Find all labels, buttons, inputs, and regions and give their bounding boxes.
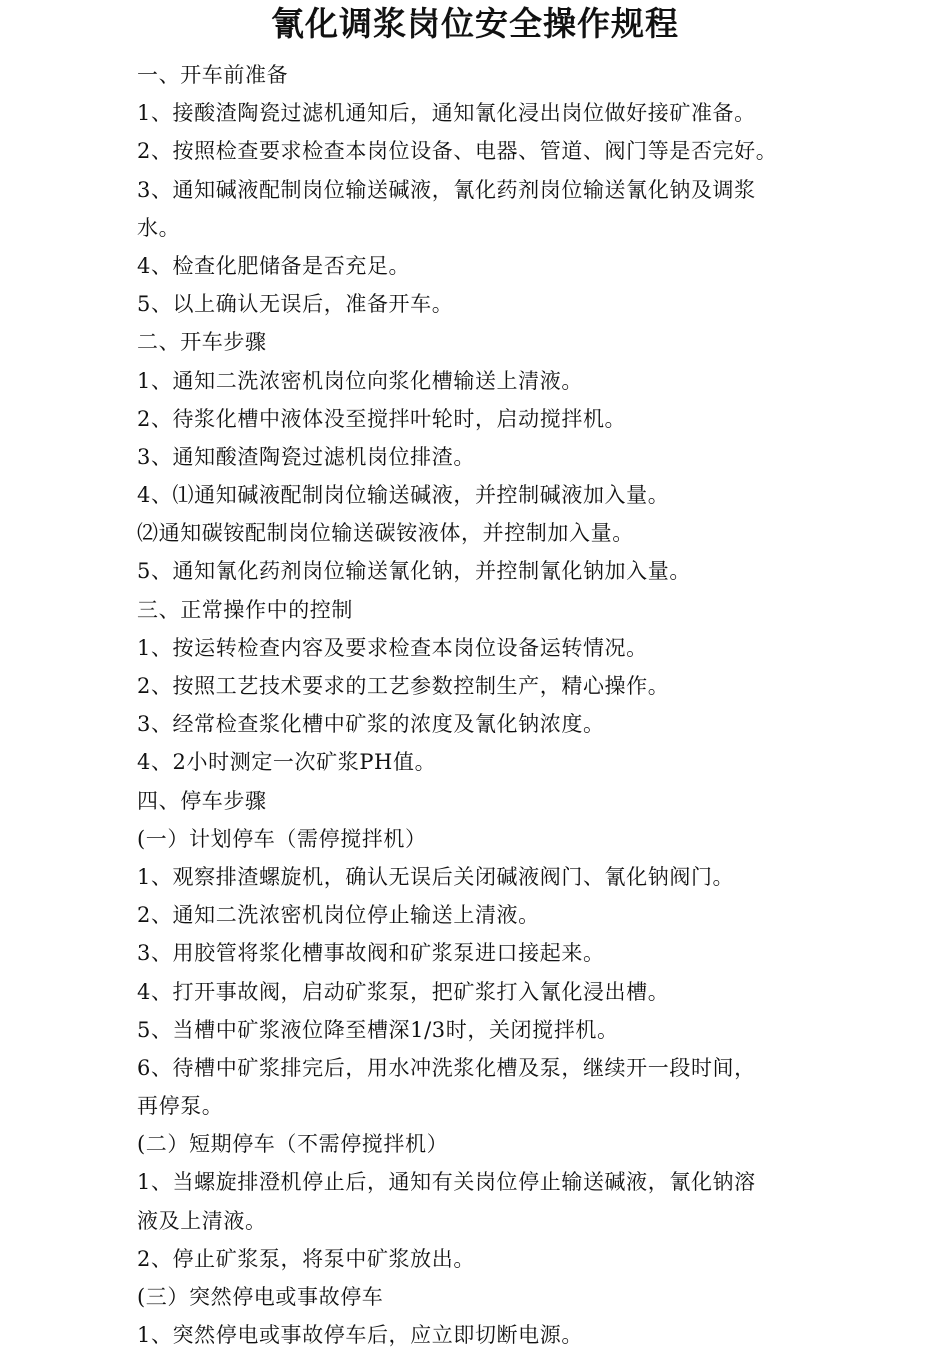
text-line: 4、⑴通知碱液配制岗位输送碱液，并控制碱液加入量。 (137, 483, 670, 508)
section-heading: 一、开车前准备 (137, 63, 289, 87)
subsection-heading: (一）计划停车（需停搅拌机） (137, 826, 427, 851)
section-heading: 四、停车步骤 (137, 788, 267, 813)
text-line: 3、通知碱液配制岗位输送碱液，氰化药剂岗位输送氰化钠及调浆 (137, 177, 756, 202)
text-line: 4、检查化肥储备是否充足。 (137, 253, 411, 278)
text-line: 4、2小时测定一次矿浆PH值。 (137, 750, 437, 775)
text-line: 1、按运转检查内容及要求检查本岗位设备运转情况。 (137, 635, 648, 660)
text-line: 3、用胶管将浆化槽事故阀和矿浆泵进口接起来。 (137, 941, 605, 966)
text-line: 水。 (137, 215, 181, 240)
subsection-heading: (三）突然停电或事故停车 (137, 1285, 384, 1309)
text-line: 2、待浆化槽中液体没至搅拌叶轮时，启动搅拌机。 (137, 406, 627, 431)
document-body (137, 56, 817, 1354)
text-line: 5、通知氰化药剂岗位输送氰化钠，并控制氰化钠加入量。 (137, 559, 691, 584)
text-line: 3、通知酸渣陶瓷过滤机岗位排渣。 (137, 444, 475, 469)
text-line: 5、当槽中矿浆液位降至槽深1/3时，关闭搅拌机。 (137, 1017, 619, 1042)
section-heading: 二、开车步骤 (137, 330, 267, 355)
document-title: 氰化调浆岗位安全操作规程 (271, 4, 679, 43)
text-line: 再停泵。 (137, 1094, 224, 1119)
text-line: 3、经常检查浆化槽中矿浆的浓度及氰化钠浓度。 (137, 712, 605, 737)
text-line: 液及上清液。 (137, 1208, 267, 1233)
section-heading: 三、正常操作中的控制 (137, 597, 353, 622)
text-line: 4、打开事故阀，启动矿浆泵，把矿浆打入氰化浸出槽。 (137, 979, 670, 1004)
text-line: 1、突然停电或事故停车后，应立即切断电源。 (137, 1323, 583, 1348)
text-line: 2、停止矿浆泵，将泵中矿浆放出。 (137, 1246, 475, 1271)
text-line: 1、观察排渣螺旋机，确认无误后关闭碱液阀门、氰化钠阀门。 (137, 864, 735, 889)
subsection-heading: (二）短期停车（不需停搅拌机） (137, 1132, 449, 1157)
text-line: 2、按照检查要求检查本岗位设备、电器、管道、阀门等是否完好。 (137, 139, 778, 164)
text-line: 1、接酸渣陶瓷过滤机通知后，通知氰化浸出岗位做好接矿准备。 (137, 101, 756, 126)
text-line: 1、当螺旋排澄机停止后，通知有关岗位停止输送碱液，氰化钠溶 (137, 1170, 756, 1195)
text-line: ⑵通知碳铵配制岗位输送碳铵液体，并控制加入量。 (137, 521, 634, 546)
text-line: 5、以上确认无误后，准备开车。 (137, 292, 454, 317)
text-line: 2、按照工艺技术要求的工艺参数控制生产，精心操作。 (137, 674, 670, 698)
text-line: 6、待槽中矿浆排完后，用水冲洗浆化槽及泵，继续开一段时间， (137, 1055, 756, 1080)
text-line: 1、通知二洗浓密机岗位向浆化槽输送上清液。 (137, 368, 583, 393)
text-line: 2、通知二洗浓密机岗位停止输送上清液。 (137, 903, 540, 928)
